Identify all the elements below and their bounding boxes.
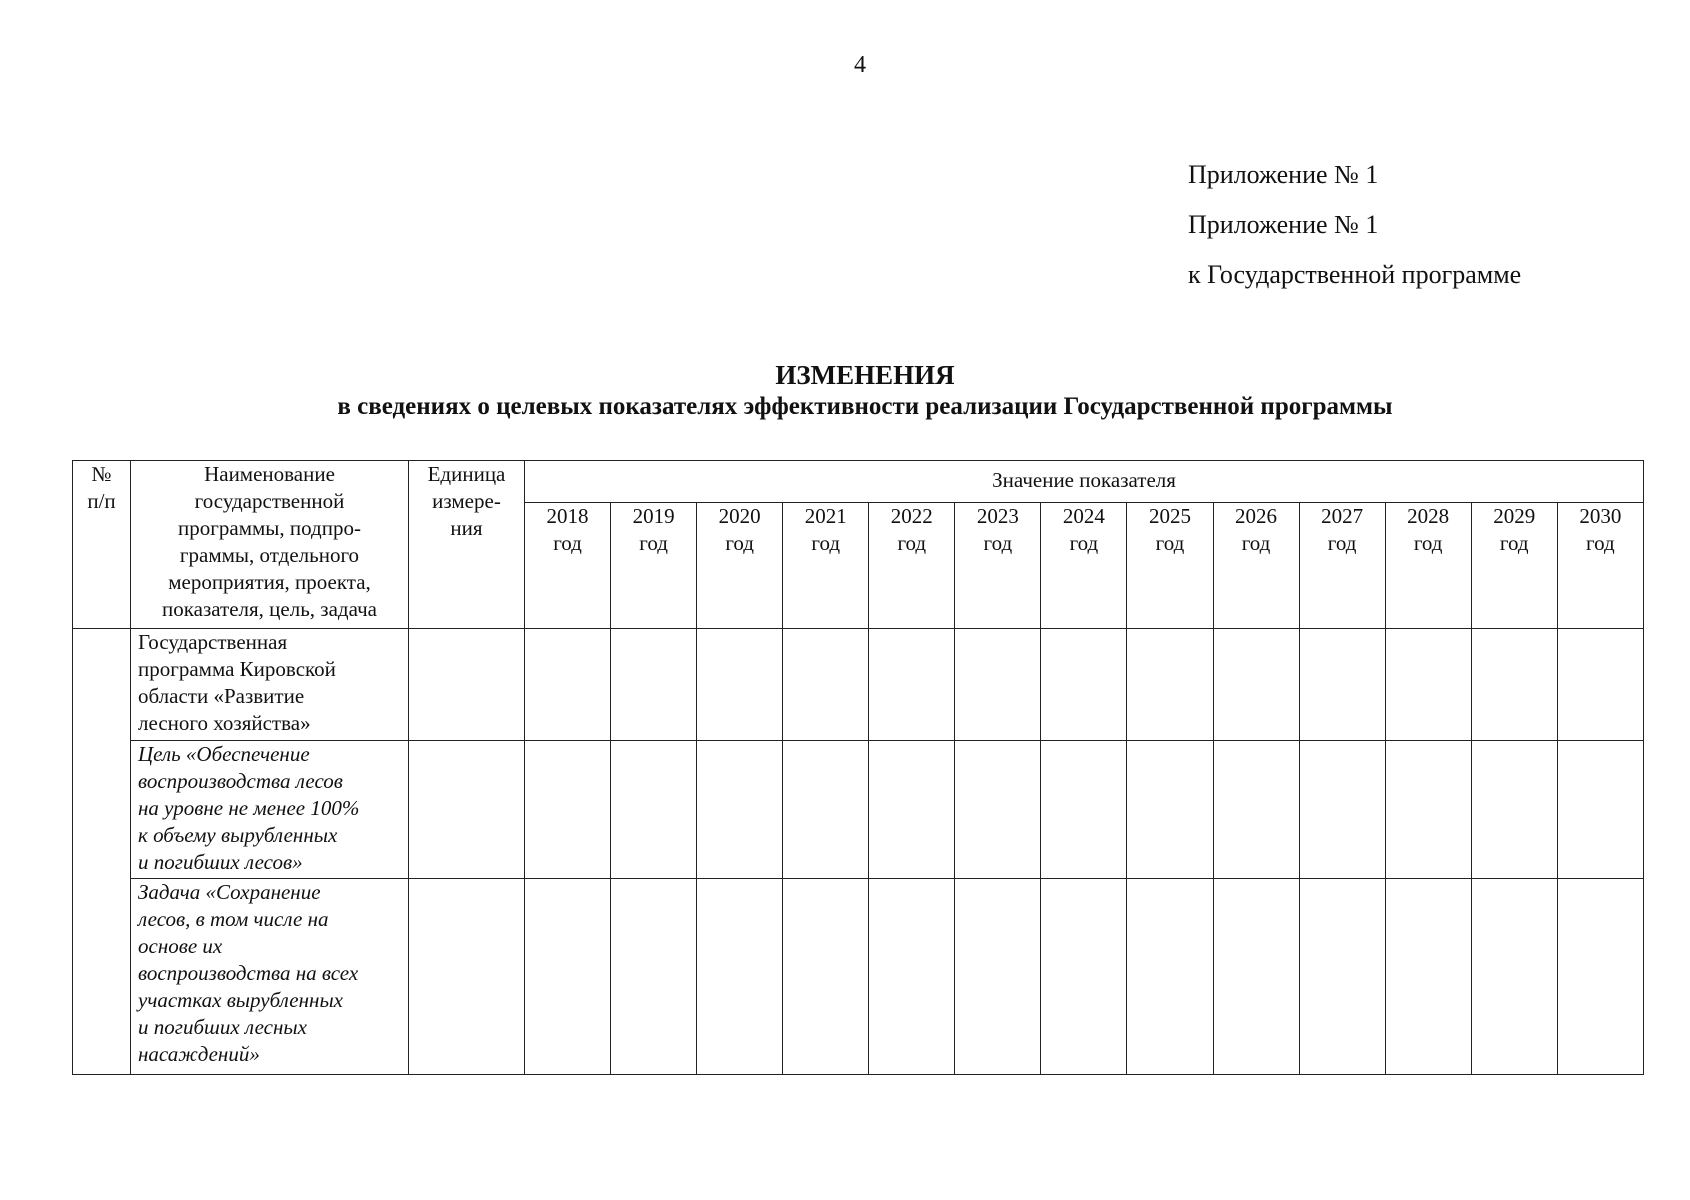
year-header-2025 — [1127, 503, 1213, 629]
name-line: воспроизводства на всех — [138, 961, 359, 985]
year-header-2024 — [1041, 503, 1127, 629]
unit-cell — [409, 629, 525, 741]
header-line: показателя, цель, задача — [162, 597, 377, 621]
value-cell-2029 — [1471, 741, 1557, 879]
year-label: 2024 — [1062, 504, 1105, 528]
value-cell-2020 — [697, 629, 783, 741]
name-line: Государственная — [138, 630, 288, 654]
value-cell-2025 — [1127, 629, 1213, 741]
name-line: Задача «Сохранение — [138, 880, 321, 904]
value-cell-2029 — [1471, 879, 1557, 1075]
value-cell-2024 — [1041, 741, 1127, 879]
value-cell-2030 — [1557, 879, 1643, 1075]
value-cell-2019 — [611, 629, 697, 741]
value-cell-2027 — [1299, 879, 1385, 1075]
value-cell-2022 — [869, 879, 955, 1075]
value-cell-2029 — [1471, 629, 1557, 741]
year-label: 2022 — [890, 504, 933, 528]
name-cell — [131, 629, 409, 741]
header-num — [73, 461, 131, 629]
value-cell-2022 — [869, 741, 955, 879]
header-line: ния — [450, 516, 483, 540]
name-line: насаждений» — [138, 1042, 260, 1066]
name-line: воспроизводства лесов — [138, 769, 343, 793]
name-cell — [131, 879, 409, 1075]
year-label: 2023 — [976, 504, 1019, 528]
header-line: мероприятия, проекта, — [168, 570, 371, 594]
name-line: области «Развитие — [138, 684, 305, 708]
year-header-2023 — [955, 503, 1041, 629]
name-line: участках вырубленных — [138, 988, 343, 1012]
value-cell-2019 — [611, 741, 697, 879]
year-label: 2029 — [1493, 504, 1536, 528]
year-label: 2020 — [718, 504, 761, 528]
appendix-line: Приложение № 1 — [1188, 210, 1379, 239]
header-line: п/п — [87, 489, 116, 513]
year-suffix: год — [639, 531, 668, 555]
value-cell-2023 — [955, 879, 1041, 1075]
header-line: государственной — [194, 489, 345, 513]
year-header-2019 — [611, 503, 697, 629]
value-cell-2030 — [1557, 629, 1643, 741]
value-cell-2021 — [783, 741, 869, 879]
year-suffix: год — [1155, 531, 1185, 555]
value-cell-2022 — [869, 629, 955, 741]
name-line: программа Кировской — [138, 657, 336, 681]
value-cell-2018 — [525, 741, 611, 879]
name-line: Цель «Обеспечение — [138, 742, 310, 766]
value-cell-2024 — [1041, 879, 1127, 1075]
year-suffix: год — [811, 531, 841, 555]
name-line: и погибших лесов» — [138, 850, 303, 874]
value-cell-2028 — [1385, 879, 1471, 1075]
year-header-2029 — [1471, 503, 1557, 629]
year-suffix: год — [1327, 531, 1357, 555]
header-line: № — [91, 462, 112, 486]
value-cell-2027 — [1299, 741, 1385, 879]
year-label: 2030 — [1579, 504, 1622, 528]
header-line: программы, подпро- — [178, 516, 361, 540]
header-name — [131, 461, 409, 629]
document-title: ИЗМЕНЕНИЯ — [775, 360, 955, 390]
value-cell-2026 — [1213, 879, 1299, 1075]
value-cell-2023 — [955, 741, 1041, 879]
page-number: 4 — [854, 52, 866, 78]
year-header-2027 — [1299, 503, 1385, 629]
year-suffix: год — [1241, 531, 1271, 555]
value-cell-2027 — [1299, 629, 1385, 741]
value-cell-2021 — [783, 629, 869, 741]
year-suffix: год — [983, 531, 1013, 555]
value-cell-2019 — [611, 879, 697, 1075]
table-body — [73, 629, 1644, 1075]
value-cell-2023 — [955, 629, 1041, 741]
name-line: к объему вырубленных — [138, 823, 338, 847]
year-header-2018 — [525, 503, 611, 629]
year-header-2021 — [783, 503, 869, 629]
unit-cell — [409, 741, 525, 879]
value-cell-2028 — [1385, 741, 1471, 879]
header-line: Единица — [427, 462, 506, 486]
year-label: 2025 — [1148, 504, 1191, 528]
header-line: Наименование — [204, 462, 335, 486]
year-suffix: год — [1499, 531, 1529, 555]
appendix-line: к Государственной программе — [1188, 260, 1522, 289]
value-cell-2030 — [1557, 741, 1643, 879]
table-row — [73, 879, 1644, 1075]
year-suffix: год — [1413, 531, 1443, 555]
value-cell-2025 — [1127, 879, 1213, 1075]
year-label: 2018 — [546, 504, 589, 528]
value-cell-2020 — [697, 879, 783, 1075]
appendix-line: Приложение № 1 — [1188, 160, 1379, 189]
name-line: лесного хозяйства» — [138, 711, 311, 735]
value-cell-2026 — [1213, 629, 1299, 741]
year-suffix: год — [553, 531, 582, 555]
name-cell — [131, 741, 409, 879]
year-label: 2027 — [1321, 504, 1364, 528]
year-header-2022 — [869, 503, 955, 629]
appendix-block — [1188, 150, 1521, 300]
year-suffix: год — [1586, 531, 1615, 555]
year-suffix: год — [1069, 531, 1099, 555]
year-header-2026 — [1213, 503, 1299, 629]
document-heading — [0, 358, 1690, 422]
value-cell-2026 — [1213, 741, 1299, 879]
year-suffix: год — [725, 531, 754, 555]
name-line: основе их — [138, 934, 223, 958]
year-header-2020 — [697, 503, 783, 629]
header-line: граммы, отдельного — [179, 543, 360, 567]
value-cell-2024 — [1041, 629, 1127, 741]
year-label: 2019 — [632, 504, 675, 528]
value-cell-2018 — [525, 629, 611, 741]
year-label: 2026 — [1235, 504, 1278, 528]
year-label: 2021 — [804, 504, 847, 528]
name-line: и погибших лесных — [138, 1015, 307, 1039]
name-line: лесов, в том числе на — [138, 907, 329, 931]
year-suffix: год — [897, 531, 927, 555]
header-value-group: Значение показателя — [525, 461, 1644, 503]
year-header-2030 — [1557, 503, 1643, 629]
year-label: 2028 — [1407, 504, 1450, 528]
table-row — [73, 741, 1644, 879]
header-row — [73, 461, 1644, 503]
table-row — [73, 629, 1644, 741]
value-cell-2018 — [525, 879, 611, 1075]
unit-cell — [409, 879, 525, 1075]
value-cell-2020 — [697, 741, 783, 879]
document-subtitle: в сведениях о целевых показателях эффективности реализации Государственной программы — [337, 393, 1393, 420]
value-cell-2021 — [783, 879, 869, 1075]
header-unit — [409, 461, 525, 629]
year-header-2028 — [1385, 503, 1471, 629]
num-cell — [73, 629, 131, 1075]
indicators-table — [72, 460, 1644, 1075]
value-cell-2028 — [1385, 629, 1471, 741]
header-line: измере- — [432, 489, 501, 513]
value-cell-2025 — [1127, 741, 1213, 879]
name-line: на уровне не менее 100% — [138, 796, 360, 820]
